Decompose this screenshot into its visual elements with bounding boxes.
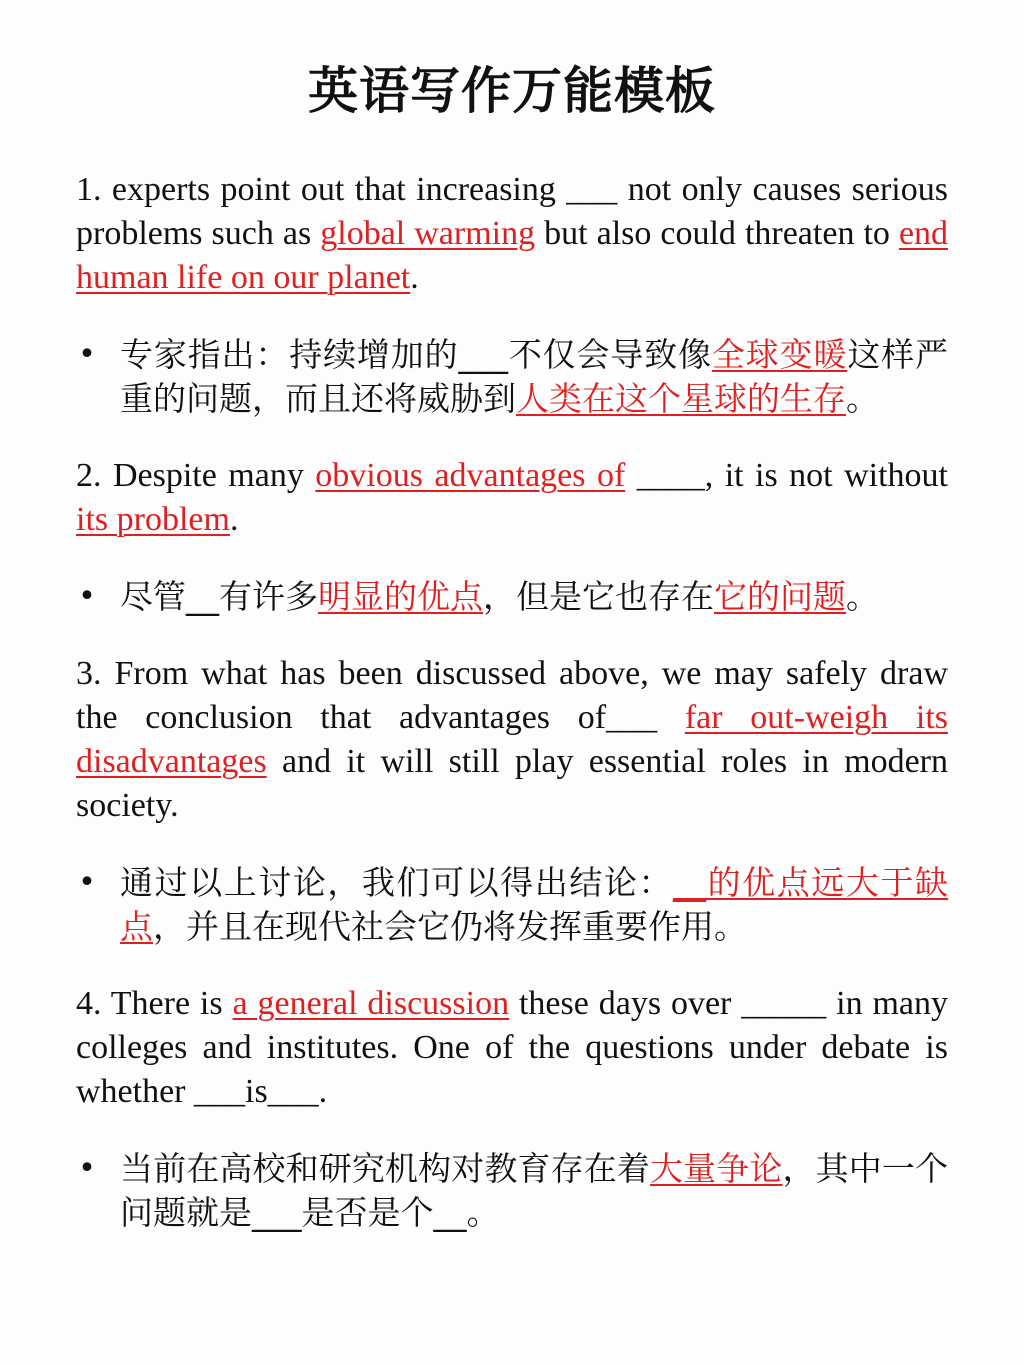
english-template-3 (76, 652, 948, 828)
chinese-translation-4 (76, 1147, 948, 1235)
chinese-translation-2 (76, 575, 948, 619)
text-run: 3. From what has been discussed above, we may safely draw the conclusion that advantages of___ (76, 655, 948, 736)
text-run: and it will still play essential roles in modern society. (76, 743, 948, 824)
highlighted-phrase: 人类在这个星球的生存 (516, 379, 846, 418)
highlighted-phrase: global warming (320, 215, 536, 252)
text-run: 通过以上讨论，我们可以得出结论： (120, 863, 674, 902)
text-run: ，并且在现代社会它仍将发挥重要作用。 (153, 907, 747, 946)
text-run: ，其中一个问题就是___是否是个__。 (120, 1149, 948, 1232)
english-template-4 (76, 982, 948, 1114)
english-template-2 (76, 454, 948, 542)
text-run: 专家指出：持续增加的___不仅会导致像 (120, 335, 712, 374)
highlighted-phrase: end human life on our planet (76, 215, 949, 296)
text-run: 。 (846, 379, 879, 418)
text-run: 2. Despite many (76, 457, 316, 494)
highlighted-phrase: 大量争论 (650, 1149, 783, 1188)
bullet-icon: • (78, 1151, 96, 1186)
chinese-translation-3 (76, 861, 948, 949)
text-run: . (410, 259, 419, 296)
chinese-translation-1 (76, 333, 948, 421)
text-run: ，但是它也存在 (483, 577, 714, 616)
highlighted-phrase: its problem (76, 501, 230, 538)
bullet-icon: • (78, 865, 96, 900)
bullet-icon: • (78, 579, 96, 614)
highlighted-phrase: 全球变暖 (711, 335, 848, 374)
english-template-1 (76, 168, 948, 300)
text-run: 这样严重的问题，而且还将威胁到 (120, 335, 949, 418)
text-run: these days over _____ in many colleges and institutes. One of the questions under debate is whether ___is___. (76, 985, 948, 1110)
highlighted-phrase: __的优点远大于缺点 (120, 863, 949, 946)
text-run: but also could threaten to (535, 215, 899, 252)
page-title: 英语写作万能模板 (308, 62, 716, 120)
highlighted-phrase: far out-weigh its disadvantages (76, 699, 948, 780)
highlighted-phrase: 明显的优点 (318, 577, 483, 616)
text-run: ____, it is not without (625, 457, 948, 494)
highlighted-phrase: 它的问题 (714, 577, 846, 616)
highlighted-phrase: obvious advantages of (315, 457, 626, 494)
text-run: 1. experts point out that increasing ___ not only causes serious problems such as (76, 171, 948, 252)
text-run: 当前在高校和研究机构对教育存在着 (120, 1149, 650, 1188)
text-run: 。 (846, 577, 879, 616)
text-run: 4. There is (76, 985, 233, 1022)
highlighted-phrase: a general discussion (232, 985, 510, 1022)
text-run: 尽管__有许多 (120, 577, 318, 616)
text-run: . (229, 501, 239, 538)
bullet-icon: • (78, 337, 96, 372)
